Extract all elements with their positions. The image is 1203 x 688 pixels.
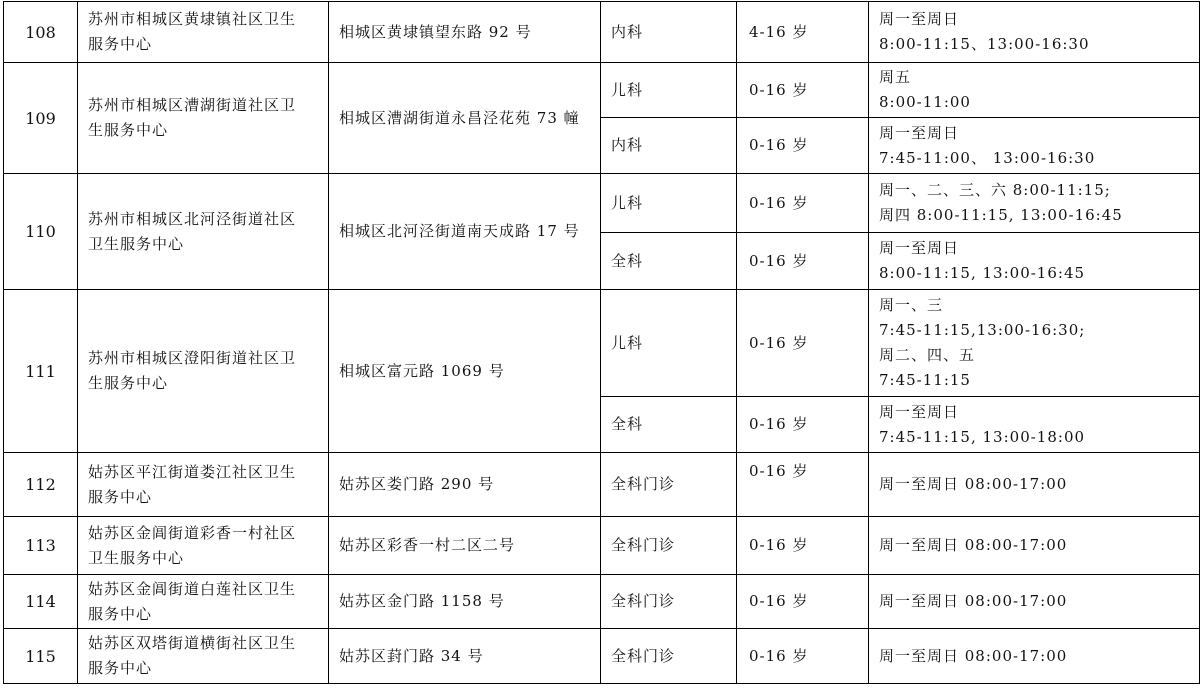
center-name-line: 苏州市相城区澄阳街道社区卫 bbox=[88, 349, 297, 367]
schedule-line: 8:00-11:00 bbox=[879, 93, 971, 111]
schedule-cell bbox=[869, 233, 1200, 290]
age-text: 0-16 岁 bbox=[749, 251, 809, 270]
schedule-line: 7:45-11:00、 13:00-16:30 bbox=[879, 148, 1096, 167]
department-cell bbox=[601, 629, 737, 684]
row-number: 112 bbox=[25, 475, 56, 494]
table-row bbox=[4, 290, 1200, 397]
row-number-cell bbox=[4, 517, 78, 575]
address-text: 姑苏区金门路 1158 号 bbox=[339, 592, 505, 610]
age-cell bbox=[737, 174, 869, 233]
center-name-cell bbox=[78, 629, 329, 684]
center-name-line: 卫生服务中心 bbox=[88, 548, 185, 567]
center-name-cell bbox=[78, 453, 329, 517]
schedule-cell bbox=[869, 397, 1200, 453]
address-cell bbox=[329, 629, 601, 684]
department-cell bbox=[601, 453, 737, 517]
row-number: 114 bbox=[25, 592, 56, 611]
center-name-line: 卫生服务中心 bbox=[88, 234, 185, 253]
age-text: 4-16 岁 bbox=[749, 22, 809, 41]
department-cell bbox=[601, 63, 737, 118]
age-cell bbox=[737, 397, 869, 453]
center-name-line: 服务中心 bbox=[88, 35, 153, 53]
row-number: 113 bbox=[25, 536, 56, 555]
address-text: 相城区漕湖街道永昌泾花苑 73 幢 bbox=[339, 108, 580, 127]
center-name-line: 苏州市相城区北河泾街道社区 bbox=[88, 209, 297, 228]
department-cell bbox=[601, 2, 737, 63]
department-cell bbox=[601, 174, 737, 233]
row-number-cell bbox=[4, 174, 78, 290]
department-text: 全科 bbox=[611, 415, 644, 433]
row-number: 108 bbox=[25, 22, 56, 42]
center-name-line: 苏州市相城区漕湖街道社区卫 bbox=[88, 96, 297, 114]
center-name-line: 姑苏区金阊街道白莲社区卫生 bbox=[88, 579, 297, 598]
schedule-line: 周四 8:00-11:15, 13:00-16:45 bbox=[879, 206, 1123, 224]
center-name-cell bbox=[78, 174, 329, 290]
center-name-line: 服务中心 bbox=[88, 487, 153, 506]
age-text: 0-16 岁 bbox=[749, 333, 809, 352]
department-text: 儿科 bbox=[611, 333, 644, 352]
schedule-line: 周一、二、三、六 8:00-11:15; bbox=[879, 181, 1111, 199]
row-number-cell bbox=[4, 63, 78, 174]
schedule-line: 周五 bbox=[879, 68, 912, 86]
center-name-line: 服务中心 bbox=[88, 604, 153, 623]
department-text: 全科门诊 bbox=[611, 536, 676, 554]
schedule-cell bbox=[869, 629, 1200, 684]
center-name-line: 生服务中心 bbox=[88, 374, 169, 392]
schedule-line: 周一至周日 08:00-17:00 bbox=[879, 592, 1068, 610]
schedule-cell bbox=[869, 63, 1200, 118]
center-name-line: 姑苏区双塔街道横街社区卫生 bbox=[88, 634, 297, 652]
address-text: 相城区北河泾街道南天成路 17 号 bbox=[339, 222, 580, 240]
address-cell bbox=[329, 453, 601, 517]
address-cell bbox=[329, 517, 601, 575]
schedule-cell bbox=[869, 174, 1200, 233]
age-cell bbox=[737, 290, 869, 397]
age-text: 0-16 岁 bbox=[749, 592, 809, 610]
age-text: 0-16 岁 bbox=[749, 462, 809, 480]
department-text: 全科门诊 bbox=[611, 592, 676, 610]
schedule-line: 8:00-11:15、13:00-16:30 bbox=[879, 35, 1090, 53]
schedule-line: 周一至周日 bbox=[879, 123, 960, 142]
age-cell bbox=[737, 63, 869, 118]
center-name-line: 服务中心 bbox=[88, 659, 153, 677]
address-cell bbox=[329, 63, 601, 174]
age-cell bbox=[737, 517, 869, 575]
schedule-line: 7:45-11:15, 13:00-18:00 bbox=[879, 427, 1086, 446]
address-text: 相城区黄埭镇望东路 92 号 bbox=[339, 22, 532, 41]
center-name-line: 生服务中心 bbox=[88, 121, 169, 139]
center-name-line: 姑苏区平江街道娄江社区卫生 bbox=[88, 462, 297, 481]
department-text: 内科 bbox=[611, 136, 644, 154]
age-cell bbox=[737, 629, 869, 684]
age-cell bbox=[737, 575, 869, 629]
department-cell bbox=[601, 233, 737, 290]
center-name-line: 苏州市相城区黄埭镇社区卫生 bbox=[88, 10, 297, 28]
center-name-cell bbox=[78, 517, 329, 575]
schedule-cell bbox=[869, 575, 1200, 629]
address-text: 姑苏区娄门路 290 号 bbox=[339, 475, 495, 493]
row-number-cell bbox=[4, 575, 78, 629]
schedule-line: 周一至周日 bbox=[879, 402, 960, 421]
schedule-line: 周一至周日 bbox=[879, 10, 960, 28]
table-row bbox=[4, 63, 1200, 118]
age-text: 0-16 岁 bbox=[749, 536, 809, 554]
age-text: 0-16 岁 bbox=[749, 646, 809, 665]
schedule-line: 周一至周日 08:00-17:00 bbox=[879, 536, 1068, 554]
address-text: 相城区富元路 1069 号 bbox=[339, 361, 505, 380]
table-row bbox=[4, 2, 1200, 63]
center-name-cell bbox=[78, 63, 329, 174]
schedule-cell bbox=[869, 2, 1200, 63]
schedule-cell bbox=[869, 453, 1200, 517]
row-number: 115 bbox=[25, 646, 56, 666]
center-name-cell bbox=[78, 2, 329, 63]
schedule-cell bbox=[869, 118, 1200, 174]
address-cell bbox=[329, 2, 601, 63]
row-number: 111 bbox=[25, 361, 56, 381]
schedule-cell bbox=[869, 517, 1200, 575]
table-row bbox=[4, 575, 1200, 629]
address-cell bbox=[329, 575, 601, 629]
address-text: 姑苏区葑门路 34 号 bbox=[339, 646, 484, 665]
center-name-cell bbox=[78, 575, 329, 629]
age-cell bbox=[737, 2, 869, 63]
address-text: 姑苏区彩香一村二区二号 bbox=[339, 536, 516, 554]
department-text: 儿科 bbox=[611, 80, 644, 99]
row-number-cell bbox=[4, 2, 78, 63]
age-cell bbox=[737, 453, 869, 517]
schedule-line: 周二、四、五 bbox=[879, 346, 976, 364]
table-row bbox=[4, 629, 1200, 684]
clinic-table-body bbox=[4, 2, 1200, 684]
schedule-line: 周一、三 bbox=[879, 296, 944, 314]
age-text: 0-16 岁 bbox=[749, 193, 809, 212]
center-name-line: 姑苏区金阊街道彩香一村社区 bbox=[88, 523, 297, 542]
department-cell bbox=[601, 290, 737, 397]
row-number: 109 bbox=[25, 108, 56, 128]
schedule-line: 8:00-11:15, 13:00-16:45 bbox=[879, 264, 1086, 282]
table-row bbox=[4, 517, 1200, 575]
row-number-cell bbox=[4, 290, 78, 453]
department-text: 全科门诊 bbox=[611, 646, 676, 665]
department-cell bbox=[601, 575, 737, 629]
age-text: 0-16 岁 bbox=[749, 415, 809, 433]
center-name-cell bbox=[78, 290, 329, 453]
age-text: 0-16 岁 bbox=[749, 136, 809, 154]
address-cell bbox=[329, 174, 601, 290]
address-cell bbox=[329, 290, 601, 453]
age-cell bbox=[737, 118, 869, 174]
clinic-table bbox=[3, 1, 1200, 684]
department-text: 全科 bbox=[611, 251, 644, 270]
department-text: 儿科 bbox=[611, 193, 644, 212]
department-cell bbox=[601, 118, 737, 174]
row-number: 110 bbox=[25, 222, 56, 241]
department-cell bbox=[601, 517, 737, 575]
department-cell bbox=[601, 397, 737, 453]
schedule-line: 7:45-11:15,13:00-16:30; bbox=[879, 321, 1086, 339]
table-row bbox=[4, 174, 1200, 233]
department-text: 全科门诊 bbox=[611, 475, 676, 493]
schedule-line: 7:45-11:15 bbox=[879, 371, 971, 389]
schedule-cell bbox=[869, 290, 1200, 397]
schedule-line: 周一至周日 08:00-17:00 bbox=[879, 475, 1068, 493]
age-cell bbox=[737, 233, 869, 290]
row-number-cell bbox=[4, 453, 78, 517]
schedule-line: 周一至周日 08:00-17:00 bbox=[879, 646, 1068, 665]
department-text: 内科 bbox=[611, 22, 644, 41]
row-number-cell bbox=[4, 629, 78, 684]
schedule-line: 周一至周日 bbox=[879, 239, 960, 257]
age-text: 0-16 岁 bbox=[749, 80, 809, 99]
table-row bbox=[4, 453, 1200, 517]
